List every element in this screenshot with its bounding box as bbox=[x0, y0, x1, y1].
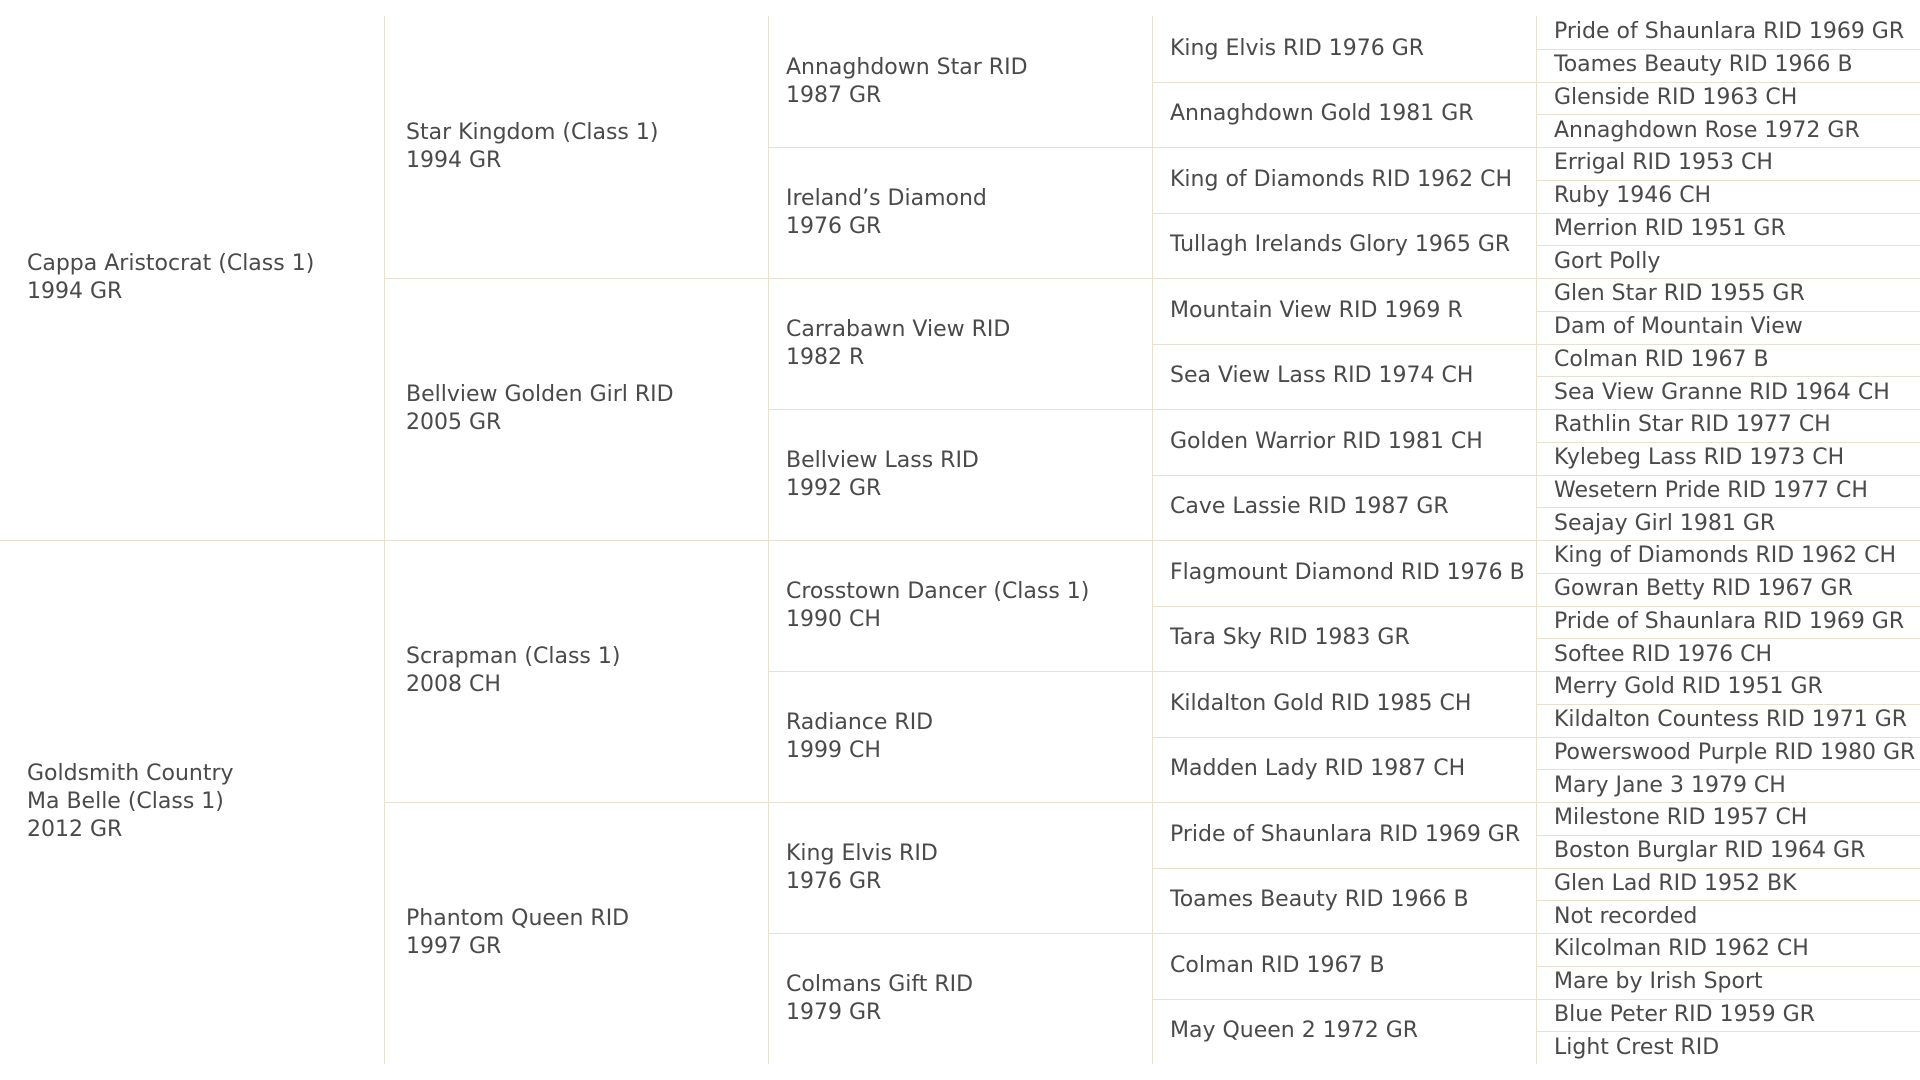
row-divider bbox=[384, 278, 768, 279]
entry-text: Glen Star RID 1955 GR bbox=[1554, 281, 1805, 307]
entry-text: Toames Beauty RID 1966 B bbox=[1170, 887, 1469, 913]
row-divider bbox=[1152, 147, 1536, 148]
entry-text: Sea View Granne RID 1964 CH bbox=[1554, 379, 1890, 405]
row-divider bbox=[1536, 769, 1920, 770]
entry-text: Tara Sky RID 1983 GR bbox=[1170, 625, 1410, 651]
row-divider bbox=[384, 540, 768, 541]
pedigree-entry-gen4 bbox=[1170, 475, 1532, 541]
entry-text: Blue Peter RID 1959 GR bbox=[1554, 1001, 1815, 1027]
entry-text: Gort Polly bbox=[1554, 248, 1661, 274]
entry-text: Phantom Queen RID 1997 GR bbox=[406, 906, 630, 959]
pedigree-entry-gen4 bbox=[1170, 540, 1532, 606]
pedigree-entry-gen4 bbox=[1170, 278, 1532, 344]
row-divider bbox=[768, 409, 1152, 410]
row-divider bbox=[1536, 180, 1920, 181]
entry-text: Colman RID 1967 B bbox=[1170, 952, 1385, 978]
entry-text: Glen Lad RID 1952 BK bbox=[1554, 870, 1797, 896]
pedigree-entry-gen4 bbox=[1170, 344, 1532, 410]
entry-text: Annaghdown Rose 1972 GR bbox=[1554, 117, 1860, 143]
entry-text: Wesetern Pride RID 1977 CH bbox=[1554, 477, 1868, 503]
pedigree-entry-gen5 bbox=[1554, 999, 1916, 1032]
entry-text: May Queen 2 1972 GR bbox=[1170, 1018, 1419, 1044]
entry-text: Errigal RID 1953 CH bbox=[1554, 150, 1773, 176]
entry-text: Goldsmith Country Ma Belle (Class 1) 2012 GR bbox=[27, 761, 234, 842]
pedigree-entry-gen5 bbox=[1554, 376, 1916, 409]
row-divider bbox=[1536, 49, 1920, 50]
entry-text: King of Diamonds RID 1962 CH bbox=[1170, 166, 1513, 192]
row-divider bbox=[1536, 933, 1920, 934]
pedigree-entry-gen2 bbox=[406, 16, 764, 278]
row-divider bbox=[384, 802, 768, 803]
row-divider bbox=[768, 147, 1152, 148]
row-divider bbox=[1152, 606, 1536, 607]
entry-text: Madden Lady RID 1987 CH bbox=[1170, 756, 1466, 782]
row-divider bbox=[1152, 999, 1536, 1000]
entry-text: Bellview Golden Girl RID 2005 GR bbox=[406, 382, 674, 435]
row-divider bbox=[0, 540, 384, 541]
pedigree-entry-gen5 bbox=[1554, 507, 1916, 540]
row-divider bbox=[1536, 835, 1920, 836]
entry-text: Flagmount Diamond RID 1976 B bbox=[1170, 559, 1525, 585]
pedigree-entry-gen5 bbox=[1554, 49, 1916, 82]
entry-text: Golden Warrior RID 1981 CH bbox=[1170, 428, 1483, 454]
entry-text: King Elvis RID 1976 GR bbox=[786, 840, 938, 894]
pedigree-entry-gen3 bbox=[786, 802, 1148, 933]
entry-text: Kildalton Gold RID 1985 CH bbox=[1170, 690, 1472, 716]
pedigree-entry-gen4 bbox=[1170, 147, 1532, 213]
entry-text: Cave Lassie RID 1987 GR bbox=[1170, 494, 1449, 520]
row-divider bbox=[1536, 704, 1920, 705]
entry-text: Star Kingdom (Class 1) 1994 GR bbox=[406, 120, 659, 173]
pedigree-entry-gen5 bbox=[1554, 671, 1916, 704]
entry-text: Boston Burglar RID 1964 GR bbox=[1554, 838, 1866, 864]
pedigree-entry-gen2 bbox=[406, 802, 764, 1064]
entry-text: Rathlin Star RID 1977 CH bbox=[1554, 412, 1831, 438]
row-divider bbox=[1536, 606, 1920, 607]
pedigree-entry-gen4 bbox=[1170, 802, 1532, 868]
row-divider bbox=[768, 933, 1152, 934]
pedigree-entry-gen5 bbox=[1554, 966, 1916, 999]
entry-text: Mare by Irish Sport bbox=[1554, 969, 1763, 995]
row-divider bbox=[1536, 409, 1920, 410]
row-divider bbox=[1536, 278, 1920, 279]
entry-text: Annaghdown Gold 1981 GR bbox=[1170, 101, 1474, 127]
pedigree-entry-gen5 bbox=[1554, 180, 1916, 213]
pedigree-entry-gen4 bbox=[1170, 671, 1532, 737]
pedigree-entry-gen3 bbox=[786, 409, 1148, 540]
pedigree-entry-gen5 bbox=[1554, 540, 1916, 573]
pedigree-entry-gen5 bbox=[1554, 704, 1916, 737]
row-divider bbox=[1536, 868, 1920, 869]
entry-text: Merry Gold RID 1951 GR bbox=[1554, 674, 1823, 700]
pedigree-entry-gen4 bbox=[1170, 933, 1532, 999]
entry-text: Milestone RID 1957 CH bbox=[1554, 805, 1808, 831]
pedigree-entry-gen5 bbox=[1554, 114, 1916, 147]
pedigree-entry-gen5 bbox=[1554, 802, 1916, 835]
pedigree-entry-gen3 bbox=[786, 278, 1148, 409]
pedigree-entry-gen5 bbox=[1554, 442, 1916, 475]
row-divider bbox=[1536, 540, 1920, 541]
row-divider bbox=[768, 540, 1152, 541]
row-divider bbox=[1152, 409, 1536, 410]
pedigree-entry-gen5 bbox=[1554, 278, 1916, 311]
row-divider bbox=[1152, 344, 1536, 345]
row-divider bbox=[1536, 900, 1920, 901]
row-divider bbox=[1536, 442, 1920, 443]
pedigree-entry-gen3 bbox=[786, 147, 1148, 278]
row-divider bbox=[1536, 671, 1920, 672]
row-divider bbox=[1536, 376, 1920, 377]
pedigree-entry-gen3 bbox=[786, 16, 1148, 147]
row-divider bbox=[1536, 213, 1920, 214]
entry-text: Ruby 1946 CH bbox=[1554, 183, 1712, 209]
entry-text: Pride of Shaunlara RID 1969 GR bbox=[1554, 19, 1905, 45]
pedigree-entry-gen5 bbox=[1554, 82, 1916, 115]
row-divider bbox=[1536, 966, 1920, 967]
pedigree-entry-gen5 bbox=[1554, 868, 1916, 901]
entry-text: Annaghdown Star RID 1987 GR bbox=[786, 54, 1028, 108]
pedigree-entry-gen5 bbox=[1554, 344, 1916, 377]
pedigree-entry-gen2 bbox=[406, 540, 764, 802]
pedigree-entry-gen4 bbox=[1170, 409, 1532, 475]
pedigree-entry-gen5 bbox=[1554, 213, 1916, 246]
pedigree-entry-gen4 bbox=[1170, 82, 1532, 148]
entry-text: Colman RID 1967 B bbox=[1554, 346, 1769, 372]
row-divider bbox=[1536, 245, 1920, 246]
pedigree-entry-gen5 bbox=[1554, 606, 1916, 639]
entry-text: King of Diamonds RID 1962 CH bbox=[1554, 543, 1897, 569]
pedigree-entry-gen4 bbox=[1170, 868, 1532, 934]
row-divider bbox=[1152, 475, 1536, 476]
row-divider bbox=[1152, 82, 1536, 83]
pedigree-entry-gen5 bbox=[1554, 933, 1916, 966]
entry-text: Glenside RID 1963 CH bbox=[1554, 84, 1798, 110]
pedigree-entry-gen5 bbox=[1554, 409, 1916, 442]
row-divider bbox=[1152, 802, 1536, 803]
entry-text: Gowran Betty RID 1967 GR bbox=[1554, 576, 1853, 602]
entry-text: Pride of Shaunlara RID 1969 GR bbox=[1170, 821, 1521, 847]
row-divider bbox=[1536, 475, 1920, 476]
pedigree-entry-gen5 bbox=[1554, 311, 1916, 344]
entry-text: Ireland’s Diamond 1976 GR bbox=[786, 185, 987, 239]
pedigree-entry-gen3 bbox=[786, 540, 1148, 671]
row-divider bbox=[1152, 737, 1536, 738]
pedigree-entry-gen5 bbox=[1554, 835, 1916, 868]
row-divider bbox=[1536, 311, 1920, 312]
entry-text: Seajay Girl 1981 GR bbox=[1554, 510, 1776, 536]
pedigree-entry-gen4 bbox=[1170, 16, 1532, 82]
row-divider bbox=[1152, 278, 1536, 279]
pedigree-entry-gen5 bbox=[1554, 245, 1916, 278]
pedigree-entry-gen5 bbox=[1554, 769, 1916, 802]
pedigree-entry-gen4 bbox=[1170, 999, 1532, 1065]
entry-text: Crosstown Dancer (Class 1) 1990 CH bbox=[786, 578, 1090, 632]
entry-text: Tullagh Irelands Glory 1965 GR bbox=[1170, 232, 1511, 258]
entry-text: Carrabawn View RID 1982 R bbox=[786, 316, 1011, 370]
entry-text: Mary Jane 3 1979 CH bbox=[1554, 772, 1786, 798]
entry-text: Softee RID 1976 CH bbox=[1554, 641, 1773, 667]
pedigree-entry-gen5 bbox=[1554, 737, 1916, 770]
entry-text: Dam of Mountain View bbox=[1554, 314, 1803, 340]
pedigree-entry-gen5 bbox=[1554, 573, 1916, 606]
entry-text: Cappa Aristocrat (Class 1) 1994 GR bbox=[27, 251, 315, 304]
row-divider bbox=[1536, 573, 1920, 574]
row-divider bbox=[1536, 147, 1920, 148]
pedigree-entry-gen4 bbox=[1170, 606, 1532, 672]
entry-text: Not recorded bbox=[1554, 903, 1698, 929]
entry-text: Radiance RID 1999 CH bbox=[786, 709, 934, 763]
row-divider bbox=[1536, 344, 1920, 345]
pedigree-entry-gen5 bbox=[1554, 147, 1916, 180]
pedigree-entry-gen1 bbox=[27, 540, 380, 1064]
row-divider bbox=[1536, 638, 1920, 639]
row-divider bbox=[1536, 737, 1920, 738]
row-divider bbox=[1152, 671, 1536, 672]
row-divider bbox=[1152, 540, 1536, 541]
pedigree-entry-gen4 bbox=[1170, 737, 1532, 803]
entry-text: Scrapman (Class 1) 2008 CH bbox=[406, 644, 621, 697]
entry-text: Kylebeg Lass RID 1973 CH bbox=[1554, 445, 1845, 471]
entry-text: Colmans Gift RID 1979 GR bbox=[786, 971, 974, 1025]
entry-text: Light Crest RID bbox=[1554, 1034, 1720, 1060]
row-divider bbox=[768, 278, 1152, 279]
pedigree-entry-gen5 bbox=[1554, 16, 1916, 49]
pedigree-entry-gen3 bbox=[786, 671, 1148, 802]
row-divider bbox=[768, 671, 1152, 672]
pedigree-entry-gen3 bbox=[786, 933, 1148, 1064]
entry-text: Pride of Shaunlara RID 1969 GR bbox=[1554, 608, 1905, 634]
pedigree-entry-gen5 bbox=[1554, 1031, 1916, 1064]
row-divider bbox=[1536, 999, 1920, 1000]
row-divider bbox=[768, 802, 1152, 803]
row-divider bbox=[1536, 802, 1920, 803]
row-divider bbox=[1152, 868, 1536, 869]
entry-text: Sea View Lass RID 1974 CH bbox=[1170, 363, 1474, 389]
pedigree-entry-gen5 bbox=[1554, 900, 1916, 933]
pedigree-entry-gen5 bbox=[1554, 475, 1916, 508]
row-divider bbox=[1536, 82, 1920, 83]
row-divider bbox=[1536, 114, 1920, 115]
row-divider bbox=[1152, 213, 1536, 214]
row-divider bbox=[1536, 507, 1920, 508]
entry-text: Merrion RID 1951 GR bbox=[1554, 215, 1786, 241]
entry-text: Kildalton Countess RID 1971 GR bbox=[1554, 707, 1908, 733]
entry-text: Kilcolman RID 1962 CH bbox=[1554, 936, 1809, 962]
entry-text: Toames Beauty RID 1966 B bbox=[1554, 52, 1853, 78]
row-divider bbox=[1152, 933, 1536, 934]
pedigree-entry-gen5 bbox=[1554, 638, 1916, 671]
pedigree-entry-gen4 bbox=[1170, 213, 1532, 279]
pedigree-entry-gen2 bbox=[406, 278, 764, 540]
entry-text: King Elvis RID 1976 GR bbox=[1170, 35, 1425, 61]
row-divider bbox=[1536, 1031, 1920, 1032]
pedigree-entry-gen1 bbox=[27, 16, 380, 540]
entry-text: Powerswood Purple RID 1980 GR bbox=[1554, 739, 1916, 765]
entry-text: Bellview Lass RID 1992 GR bbox=[786, 447, 979, 501]
entry-text: Mountain View RID 1969 R bbox=[1170, 297, 1463, 323]
